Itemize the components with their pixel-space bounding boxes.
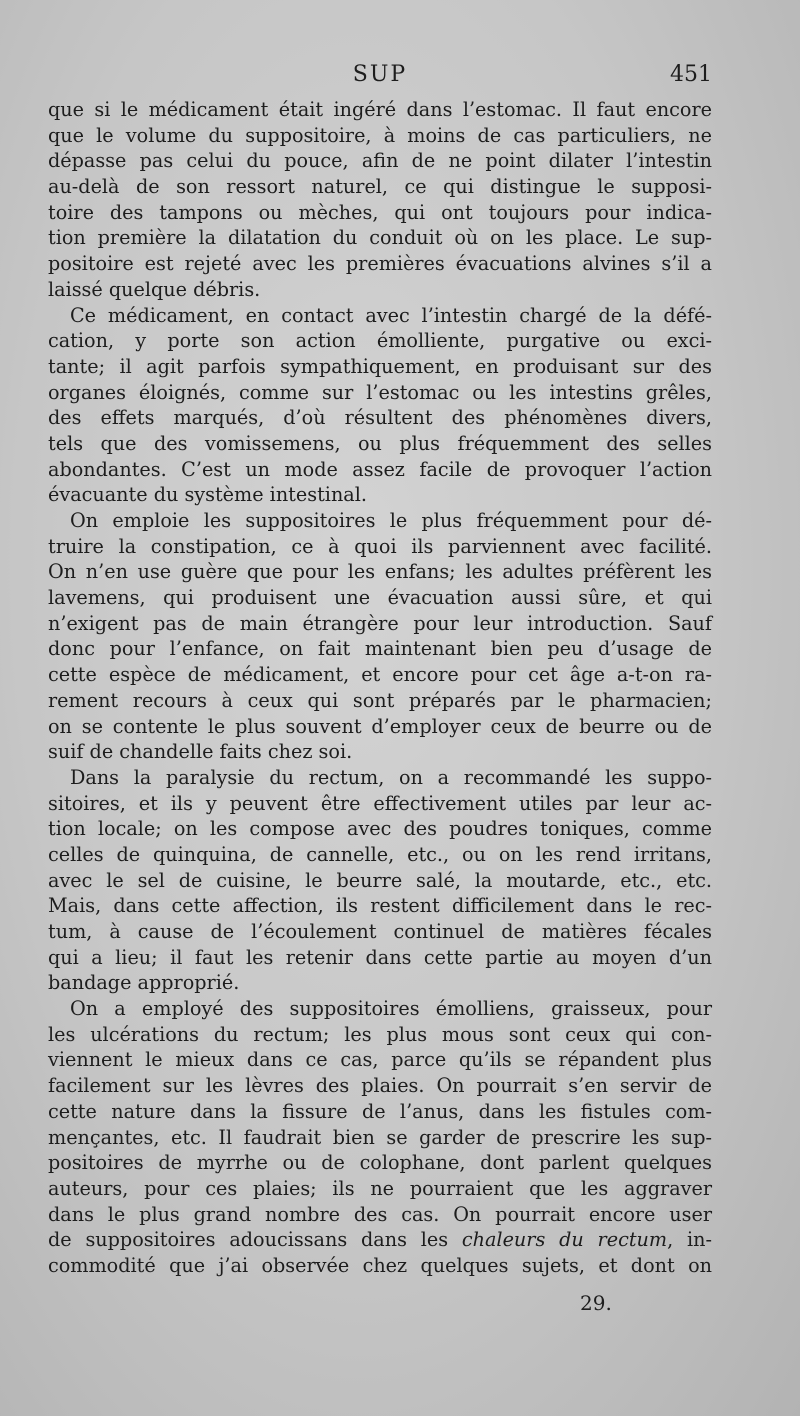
text-line: On n’en use guère que pour les enfans; les adultes préfèrent les [48,560,712,584]
text-line: abondantes. C’est un mode assez facile de provoquer l’action [48,457,712,481]
text-line: dépasse pas celui du pouce, afin de ne point dilater l’intestin [48,149,712,173]
text-line: n’exigent pas de main étrangère pour leur introduction. Sauf [48,611,712,635]
signature-mark: 29. [580,1291,612,1315]
text-line: Mais, dans cette affection, ils restent difficilement dans le rec- [48,894,712,918]
text-line: mençantes, etc. Il faudrait bien se garder de prescrire les sup- [48,1125,712,1149]
text-line: laissé quelque débris. [48,277,261,301]
text-line-italic: de suppositoires adoucissans dans les chaleurs du rectum, in- [48,1228,712,1252]
text-line: on se contente le plus souvent d’employer ceux de beurre ou de [48,714,712,738]
text-line: dans le plus grand nombre des cas. On pourrait encore user [48,1202,712,1226]
text-line: positoire est rejeté avec les premières évacuations alvines s’il a [48,252,712,276]
text-line: cation, y porte son action émolliente, purgative ou exci- [48,329,712,353]
italic-phrase: chaleurs du rectum [461,1228,668,1252]
text-line: lavemens, qui produisent une évacuation aussi sûre, et qui [48,586,712,610]
text-line: rement recours à ceux qui sont préparés par le pharmacien; [48,688,712,712]
text-line: sitoires, et ils y peuvent être effectivement utiles par leur ac- [48,791,712,815]
text-line: que si le médicament était ingéré dans l’estomac. Il faut encore [48,98,712,121]
text-line: toire des tampons ou mèches, qui ont toujours pour indica- [48,200,712,224]
text-line: On a employé des suppositoires émolliens, graisseux, pour [70,997,712,1021]
page-header [48,62,712,92]
text-line: truire la constipation, ce à quoi ils parviennent avec facilité. [48,534,712,558]
text-line: On emploie les suppositoires le plus fréquemment pour dé- [70,509,712,532]
text-line: donc pour l’enfance, on fait maintenant bien peu d’usage de [48,637,712,661]
page-number: 451 [670,62,712,87]
text-line: évacuante du système intestinal. [48,483,367,507]
text-line: organes éloignés, comme sur l’estomac ou les intestins grêles, [48,380,712,404]
text-line: des effets marqués, d’où résultent des phénomènes divers, [48,406,712,430]
text-line: qui a lieu; il faut les retenir dans cette partie au moyen d’un [48,945,712,969]
text-line: Dans la paralysie du rectum, on a recommandé les suppo- [70,765,712,789]
text-line: tante; il agit parfois sympathiquement, en produisant sur des [48,354,712,378]
text-line: auteurs, pour ces plaies; ils ne pourraient que les aggraver [48,1176,712,1200]
text-line: cette espèce de médicament, et encore pour cet âge a-t-on ra- [48,663,712,687]
text-line: les ulcérations du rectum; les plus mous sont ceux qui con- [48,1022,712,1046]
paragraphs [48,97,712,1227]
text-line: facilement sur les lèvres des plaies. On pourrait s’en servir de [48,1074,712,1098]
text-line: suif de chandelle faits chez soi. [48,740,353,764]
text-line: tum, à cause de l’écoulement continuel de matières fécales [48,920,712,943]
text-line-final: commodité que j’ai observée chez quelques sujets, et dont on [48,1253,712,1277]
text-line: au-delà de son ressort naturel, ce qui distingue le supposi- [48,175,712,199]
running-head: SUP [352,62,408,87]
text-line: viennent le mieux dans ce cas, parce qu’ils se répandent plus [48,1048,712,1072]
text-line: tels que des vomissemens, ou plus fréquemment des selles [48,431,712,455]
text-line: positoires de myrrhe ou de colophane, dont parlent quelques [48,1151,712,1175]
text-line: celles de quinquina, de cannelle, etc., ou on les rend irritans, [48,842,712,866]
text-line: bandage approprié. [48,971,240,995]
text-line: Ce médicament, en contact avec l’intestin chargé de la défé- [70,303,712,327]
text-line: cette nature dans la fissure de l’anus, dans les fistules com- [48,1099,712,1123]
text-line: que le volume du suppositoire, à moins de cas particuliers, ne [48,123,712,147]
text-line: tion locale; on les compose avec des poudres toniques, comme [48,817,712,841]
text-line: tion première la dilatation du conduit où on les place. Le sup- [48,226,712,250]
text-line: avec le sel de cuisine, le beurre salé, la moutarde, etc., etc. [48,868,712,892]
body-text [48,97,712,1279]
